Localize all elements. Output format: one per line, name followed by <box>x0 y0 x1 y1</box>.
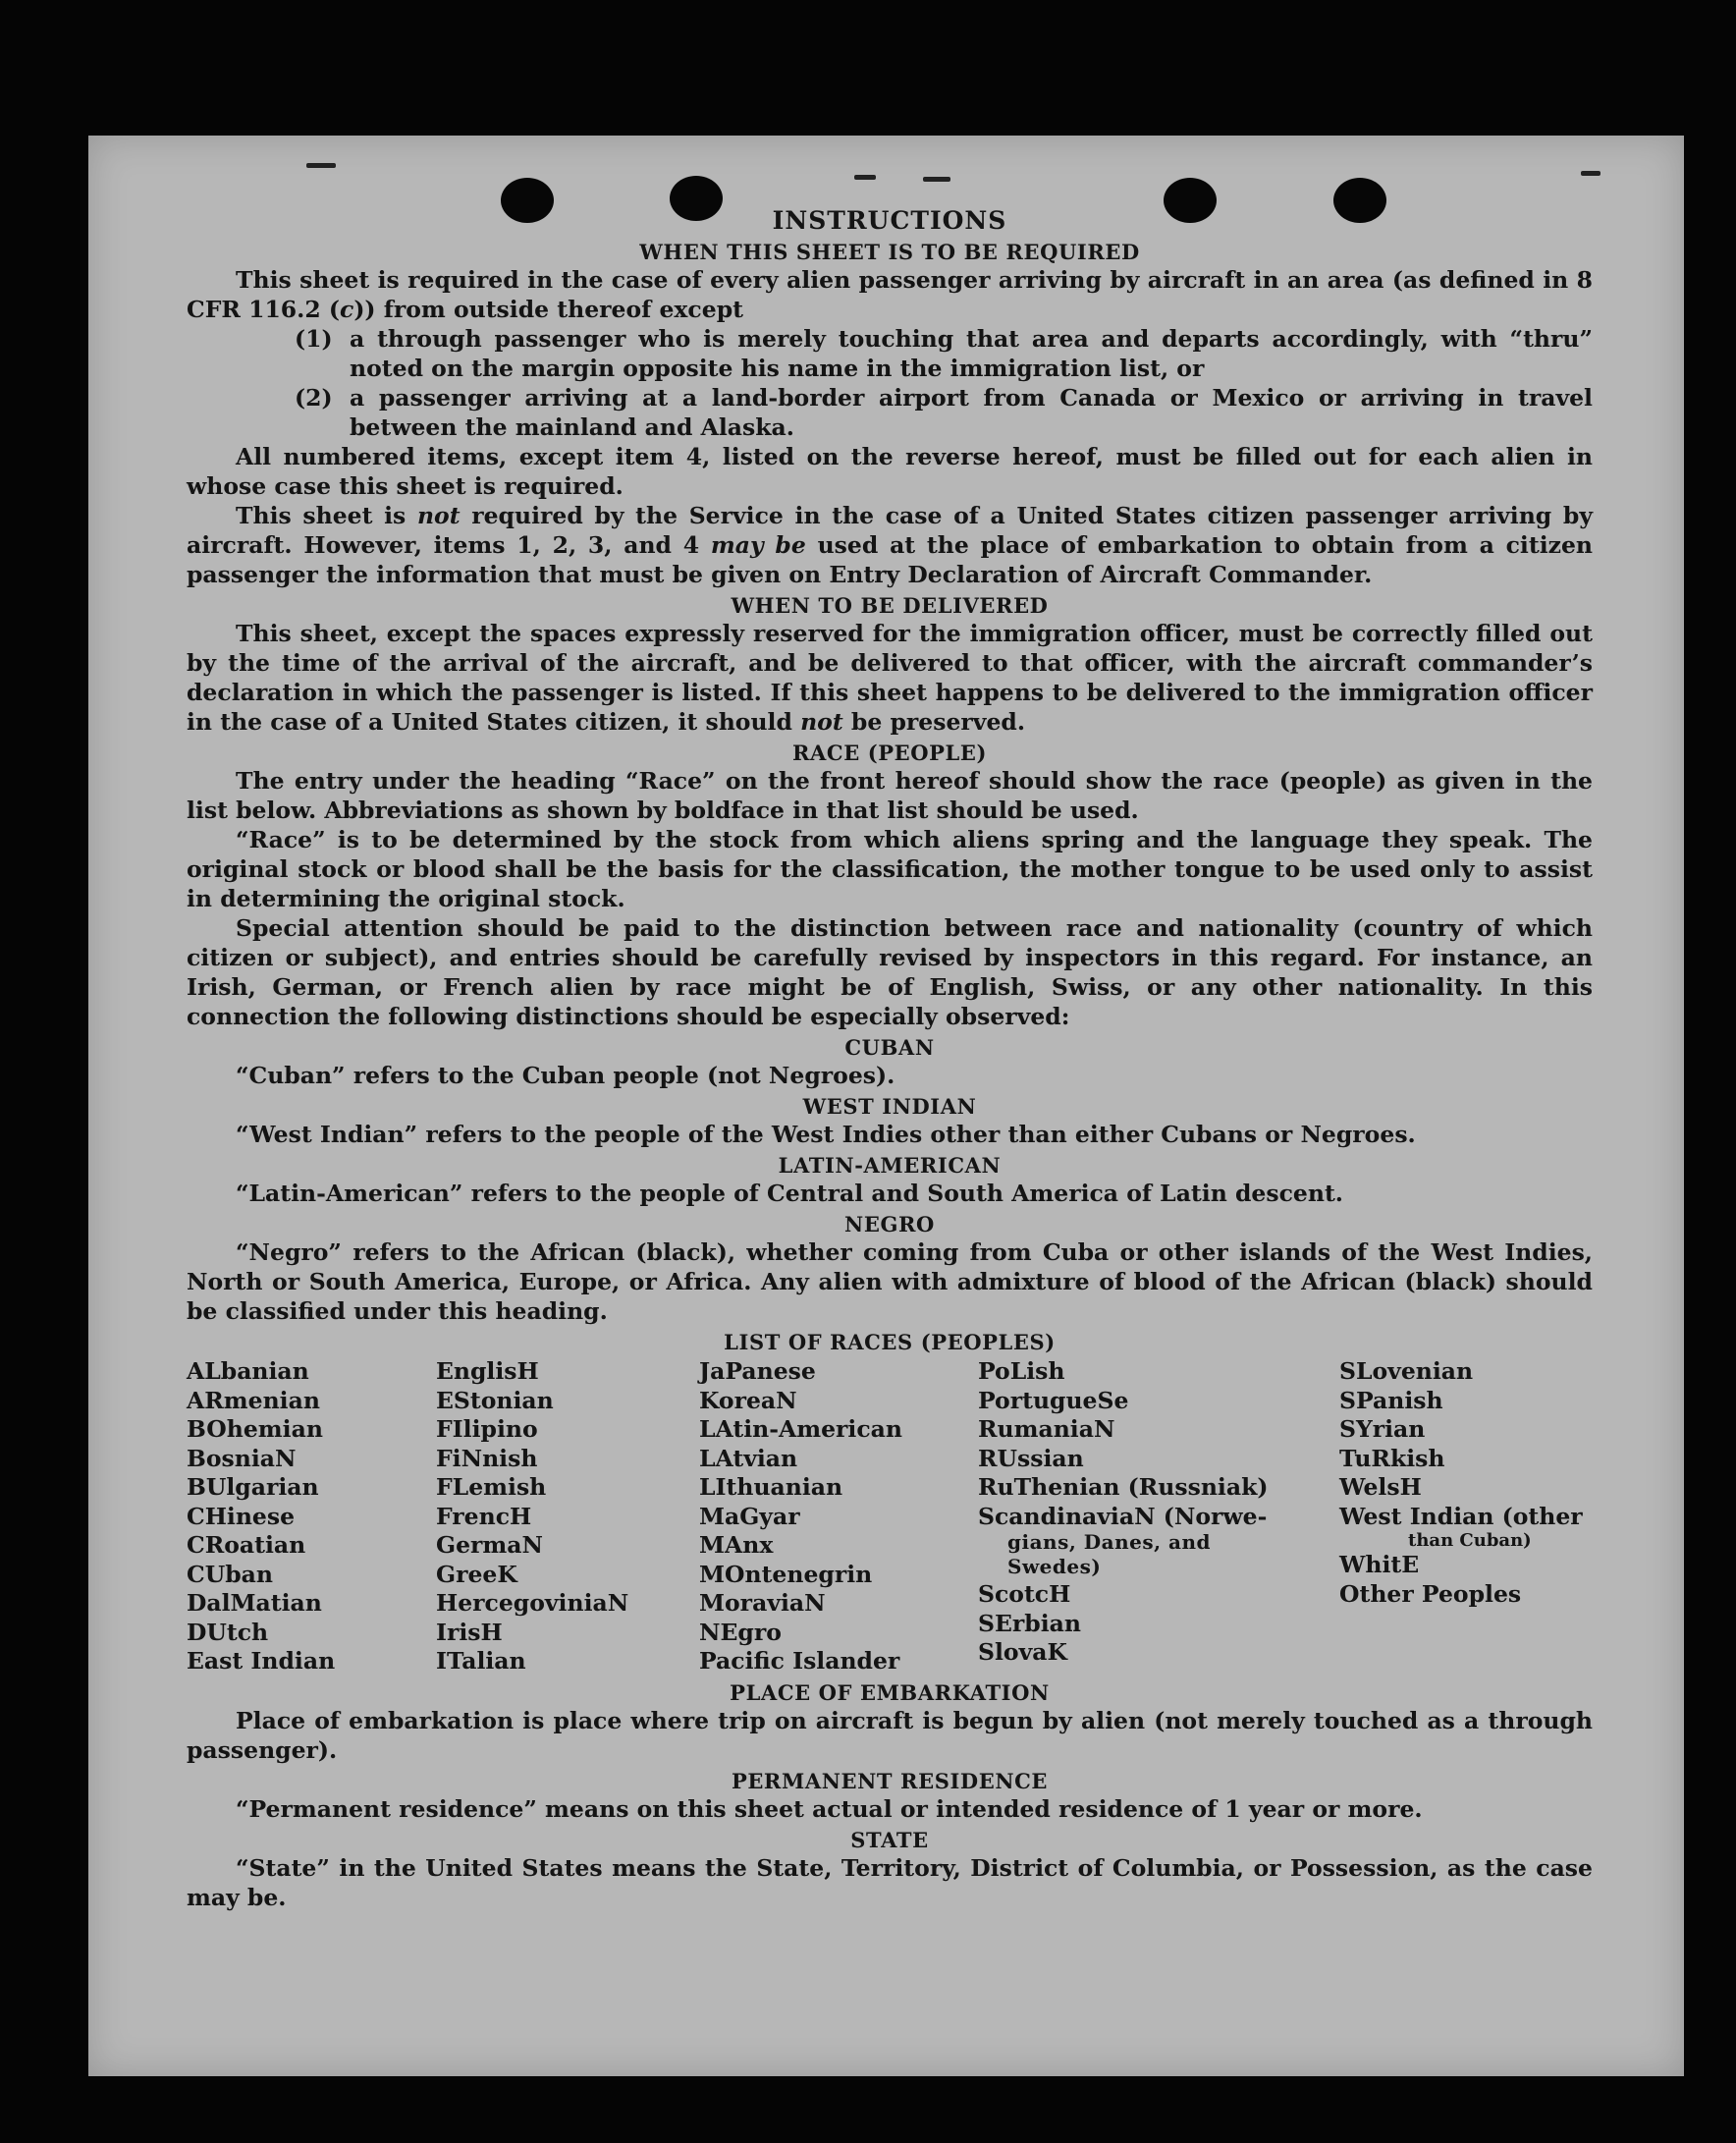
race-entry: TuRkish <box>1339 1444 1445 1472</box>
race-entry: WhitE <box>1339 1551 1420 1578</box>
race-entry: CHinese <box>187 1502 296 1530</box>
heading-latin-american: LATIN-AMERICAN <box>778 1153 1002 1178</box>
race-entry: PoLish <box>978 1357 1065 1385</box>
race-entry: SPanish <box>1339 1386 1443 1414</box>
item-text: a passenger arriving at a land-border airport from Canada or Mexico or arriving in travel between the mainland and Alaska. <box>350 384 1593 441</box>
race-entry: ALbanian <box>187 1357 309 1385</box>
race-entry: NEgro <box>699 1618 782 1646</box>
race-entry-continuation: than Cuban) <box>1408 1530 1532 1551</box>
race-entry: ARmenian <box>187 1386 320 1414</box>
race-entry: East Indian <box>187 1647 336 1675</box>
race-entry: DUtch <box>187 1618 269 1646</box>
race-entry: BUlgarian <box>187 1473 319 1501</box>
race-entry: BOhemian <box>187 1415 323 1443</box>
race-entry: GreeK <box>436 1560 517 1588</box>
text-segment: )) from outside thereof except <box>353 296 743 323</box>
scan-mark <box>923 177 950 182</box>
item-number: (1) <box>295 325 333 353</box>
race-list <box>187 1357 1593 1676</box>
race-entry: RUssian <box>978 1444 1084 1472</box>
heading-list-of-races: LIST OF RACES (PEOPLES) <box>724 1330 1056 1354</box>
paragraph-negro: “Negro” refers to the African (black), whether coming from Cuba or other islands of the West Indies, North or South America, Europe, or Africa. Any alien with admixture of blood of the African (black) should be classified under this heading. <box>187 1238 1593 1325</box>
race-entry: MoraviaN <box>699 1589 826 1617</box>
race-entry: FLemish <box>436 1473 547 1501</box>
heading-negro: NEGRO <box>844 1212 935 1236</box>
race-entry: LIthuanian <box>699 1473 843 1501</box>
text-italic: may be <box>710 531 806 559</box>
item-number: (2) <box>295 384 333 412</box>
race-entry: JaPanese <box>699 1357 816 1385</box>
race-column-3 <box>699 1357 978 1676</box>
race-entry: HercegoviniaN <box>436 1589 629 1617</box>
heading-west-indian: WEST INDIAN <box>802 1094 977 1119</box>
text-segment: required by the Service in the case of a United States citizen passenger arriving by aircraft. However, items 1, 2, 3, and 4 <box>187 502 1593 559</box>
text-segment: This sheet is required in the case of every alien passenger arriving by aircraft in an area (as defined in 8 CFR 116.2 ( <box>187 266 1593 323</box>
race-entry: MOntenegrin <box>699 1560 873 1588</box>
heading-when-delivered: WHEN TO BE DELIVERED <box>731 593 1049 618</box>
race-entry: RumaniaN <box>978 1415 1115 1443</box>
paragraph-race-3: Special attention should be paid to the distinction between race and nationality (country of which citizen or subject), and entries should be carefully revised by inspectors in this regard. For instance, an Irish, German, or French alien by race might be of English, Swiss, or any other nationality. In this connection the following distinctions should be especially observed: <box>187 914 1593 1030</box>
list-item-2 <box>295 383 1593 442</box>
text-italic: c <box>340 296 354 323</box>
race-entry: PortugueSe <box>978 1386 1129 1414</box>
race-entry: SYrian <box>1339 1415 1426 1443</box>
race-entry: LAtin-American <box>699 1415 902 1443</box>
paragraph-race-2: “Race” is to be determined by the stock from which aliens spring and the language they speak. The original stock or blood shall be the basis for the classification, the mother tongue to be used only to assist in determining the original stock. <box>187 826 1593 912</box>
text-segment: This sheet is <box>236 502 417 529</box>
race-entry: ScotcH <box>978 1580 1071 1608</box>
race-entry: MAnx <box>699 1531 774 1559</box>
race-entry: WelsH <box>1339 1473 1422 1501</box>
race-entry: BosniaN <box>187 1444 297 1472</box>
paragraph-west-indian: “West Indian” refers to the people of the West Indies other than either Cubans or Negroes. <box>236 1121 1416 1148</box>
paragraph-permanent-residence: “Permanent residence” means on this sheet actual or intended residence of 1 year or more. <box>236 1794 1423 1823</box>
race-entry: CRoatian <box>187 1531 306 1559</box>
heading-cuban: CUBAN <box>844 1035 935 1060</box>
race-entry: ScandinaviaN (Norwe- <box>978 1502 1268 1530</box>
heading-race: RACE (PEOPLE) <box>791 741 988 765</box>
paragraph-state: “State” in the United States means the State, Territory, District of Columbia, or Possession, as the case may be. <box>187 1853 1593 1911</box>
text-segment: used at the place of embarkation to obtain from a citizen passenger the information that must be given on Entry Declaration of Aircraft Commander. <box>187 531 1594 588</box>
paragraph-numbered-items: All numbered items, except item 4, listed on the reverse hereof, must be filled out for each alien in whose case this sheet is required. <box>187 443 1593 500</box>
race-column-1 <box>187 1357 436 1676</box>
paragraph-cuban: “Cuban” refers to the Cuban people (not Negroes). <box>236 1062 895 1089</box>
race-entry: LAtvian <box>699 1444 798 1472</box>
paragraph-embarkation: Place of embarkation is place where trip on aircraft is begun by alien (not merely touched as a through passenger). <box>187 1706 1593 1764</box>
race-column-4 <box>978 1357 1339 1676</box>
race-entry: FiNnish <box>436 1444 538 1472</box>
race-entry: FIlipino <box>436 1415 538 1443</box>
race-entry: Pacific Islander <box>699 1647 900 1675</box>
race-entry: EStonian <box>436 1386 554 1414</box>
heading-embarkation: PLACE OF EMBARKATION <box>730 1679 1050 1705</box>
list-item-1 <box>295 324 1593 383</box>
text-segment: be preserved. <box>842 708 1026 736</box>
heading-when-required: WHEN THIS SHEET IS TO BE REQUIRED <box>639 240 1140 264</box>
scan-mark <box>854 175 876 180</box>
scan-mark <box>306 163 336 168</box>
race-entry: FrencH <box>436 1502 532 1530</box>
paragraph-requirement <box>187 265 1593 324</box>
race-entry: SErbian <box>978 1609 1081 1637</box>
race-entry: Other Peoples <box>1339 1579 1522 1608</box>
race-entry: DalMatian <box>187 1589 322 1617</box>
race-entry-continuation: gians, Danes, and <box>1007 1530 1212 1554</box>
instructions-content <box>187 206 1593 1912</box>
race-entry: KoreaN <box>699 1386 797 1414</box>
race-entry: RuThenian (Russniak) <box>978 1473 1269 1501</box>
paragraph-race-1: The entry under the heading “Race” on the front hereof should show the race (people) as given in the list below. Abbreviations as shown by boldface in that list should be used. <box>187 767 1593 824</box>
race-entry: SlovaK <box>978 1638 1067 1666</box>
race-entry: EnglisH <box>436 1357 539 1385</box>
heading-state: STATE <box>850 1827 929 1852</box>
text-italic: not <box>800 708 843 736</box>
text-italic: not <box>416 502 461 529</box>
race-entry: MaGyar <box>699 1502 800 1530</box>
race-column-2 <box>436 1357 699 1676</box>
race-column-5 <box>1339 1357 1593 1676</box>
paragraph-delivery <box>187 619 1593 737</box>
race-entry: CUban <box>187 1560 273 1588</box>
race-entry: GermaN <box>436 1531 543 1559</box>
scan-mark <box>1581 171 1600 176</box>
page-title: INSTRUCTIONS <box>772 206 1007 235</box>
race-entry: IrisH <box>436 1618 503 1646</box>
item-text: a through passenger who is merely touching that area and departs accordingly, with “thru” noted on the margin opposite his name in the immigration list, or <box>350 325 1593 382</box>
race-entry: SLovenian <box>1339 1357 1474 1385</box>
paragraph-latin-american: “Latin-American” refers to the people of Central and South America of Latin descent. <box>236 1180 1343 1207</box>
document-sheet <box>88 136 1684 2076</box>
paragraph-citizen <box>187 501 1593 589</box>
text-segment: This sheet, except the spaces expressly reserved for the immigration officer, must be correctly filled out by the time of the arrival of the aircraft, and be delivered to that officer, with the aircraft commander’s declaration in which the passenger is listed. If this sheet happens to be delivered to the immigration officer in the case of a United States citizen, it should <box>187 620 1593 736</box>
race-entry-continuation: Swedes) <box>1007 1555 1102 1578</box>
heading-permanent-residence: PERMANENT RESIDENCE <box>731 1768 1049 1793</box>
race-entry: West Indian (other <box>1339 1502 1583 1530</box>
race-entry: ITalian <box>436 1647 526 1675</box>
